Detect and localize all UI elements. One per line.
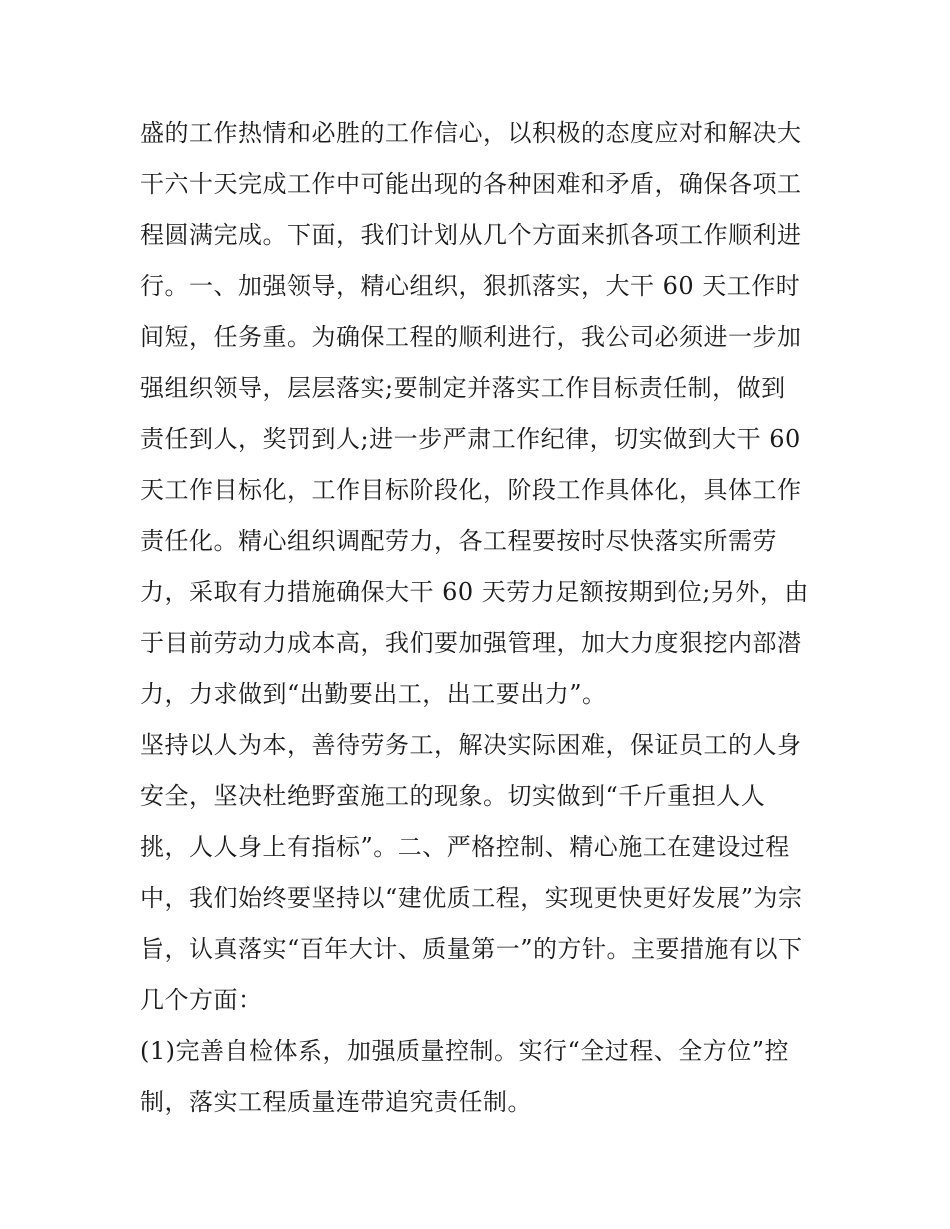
text-line: 强组织领导，层层落实;要制定并落实工作目标责任制，做到 [140, 374, 786, 402]
document-body [140, 108, 820, 1128]
text-line: 行。一、加强领导，精心组织，狠抓落实，大干 60 天工作时 [140, 272, 801, 300]
text-line: (1)完善自检体系，加强质量控制。实行“全过程、全方位”控 [140, 1037, 790, 1065]
text-line: 安全，坚决杜绝野蛮施工的现象。切实做到“千斤重担人人 [140, 782, 766, 810]
text-line: 盛的工作热情和必胜的工作信心，以积极的态度应对和解决大 [140, 119, 802, 147]
text-line: 中，我们始终要坚持以“建优质工程，实现更快更好发展”为宗 [140, 884, 803, 912]
text-line: 责任化。精心组织调配劳力，各工程要按时尽快落实所需劳 [140, 527, 777, 555]
text-line: 间短，任务重。为确保工程的顺利进行，我公司必须进一步加 [140, 323, 802, 351]
text-line: 制，落实工程质量连带追究责任制。 [140, 1088, 532, 1116]
text-line: 旨，认真落实“百年大计、质量第一”的方针。主要措施有以下 [140, 935, 803, 963]
text-line: 天工作目标化，工作目标阶段化，阶段工作具体化，具体工作 [140, 476, 802, 504]
text-line: 程圆满完成。下面，我们计划从几个方面来抓各项工作顺利进 [140, 221, 802, 249]
text-line: 几个方面： [140, 986, 263, 1014]
text-line: 挑，人人身上有指标”。二、严格控制、精心施工在建设过程 [140, 833, 790, 861]
text-line: 力，采取有力措施确保大干 60 天劳力足额按期到位;另外，由 [140, 578, 809, 606]
text-line: 干六十天完成工作中可能出现的各种困难和矛盾，确保各项工 [140, 170, 802, 198]
text-line: 坚持以人为本，善待劳务工，解决实际困难，保证员工的人身 [140, 731, 802, 759]
text-line: 责任到人，奖罚到人;进一步严肃工作纪律，切实做到大干 60 [140, 425, 801, 453]
text-line: 力，力求做到“出勤要出工，出工要出力”。 [140, 680, 607, 708]
text-line: 于目前劳动力成本高，我们要加强管理，加大力度狠挖内部潜 [140, 629, 802, 657]
